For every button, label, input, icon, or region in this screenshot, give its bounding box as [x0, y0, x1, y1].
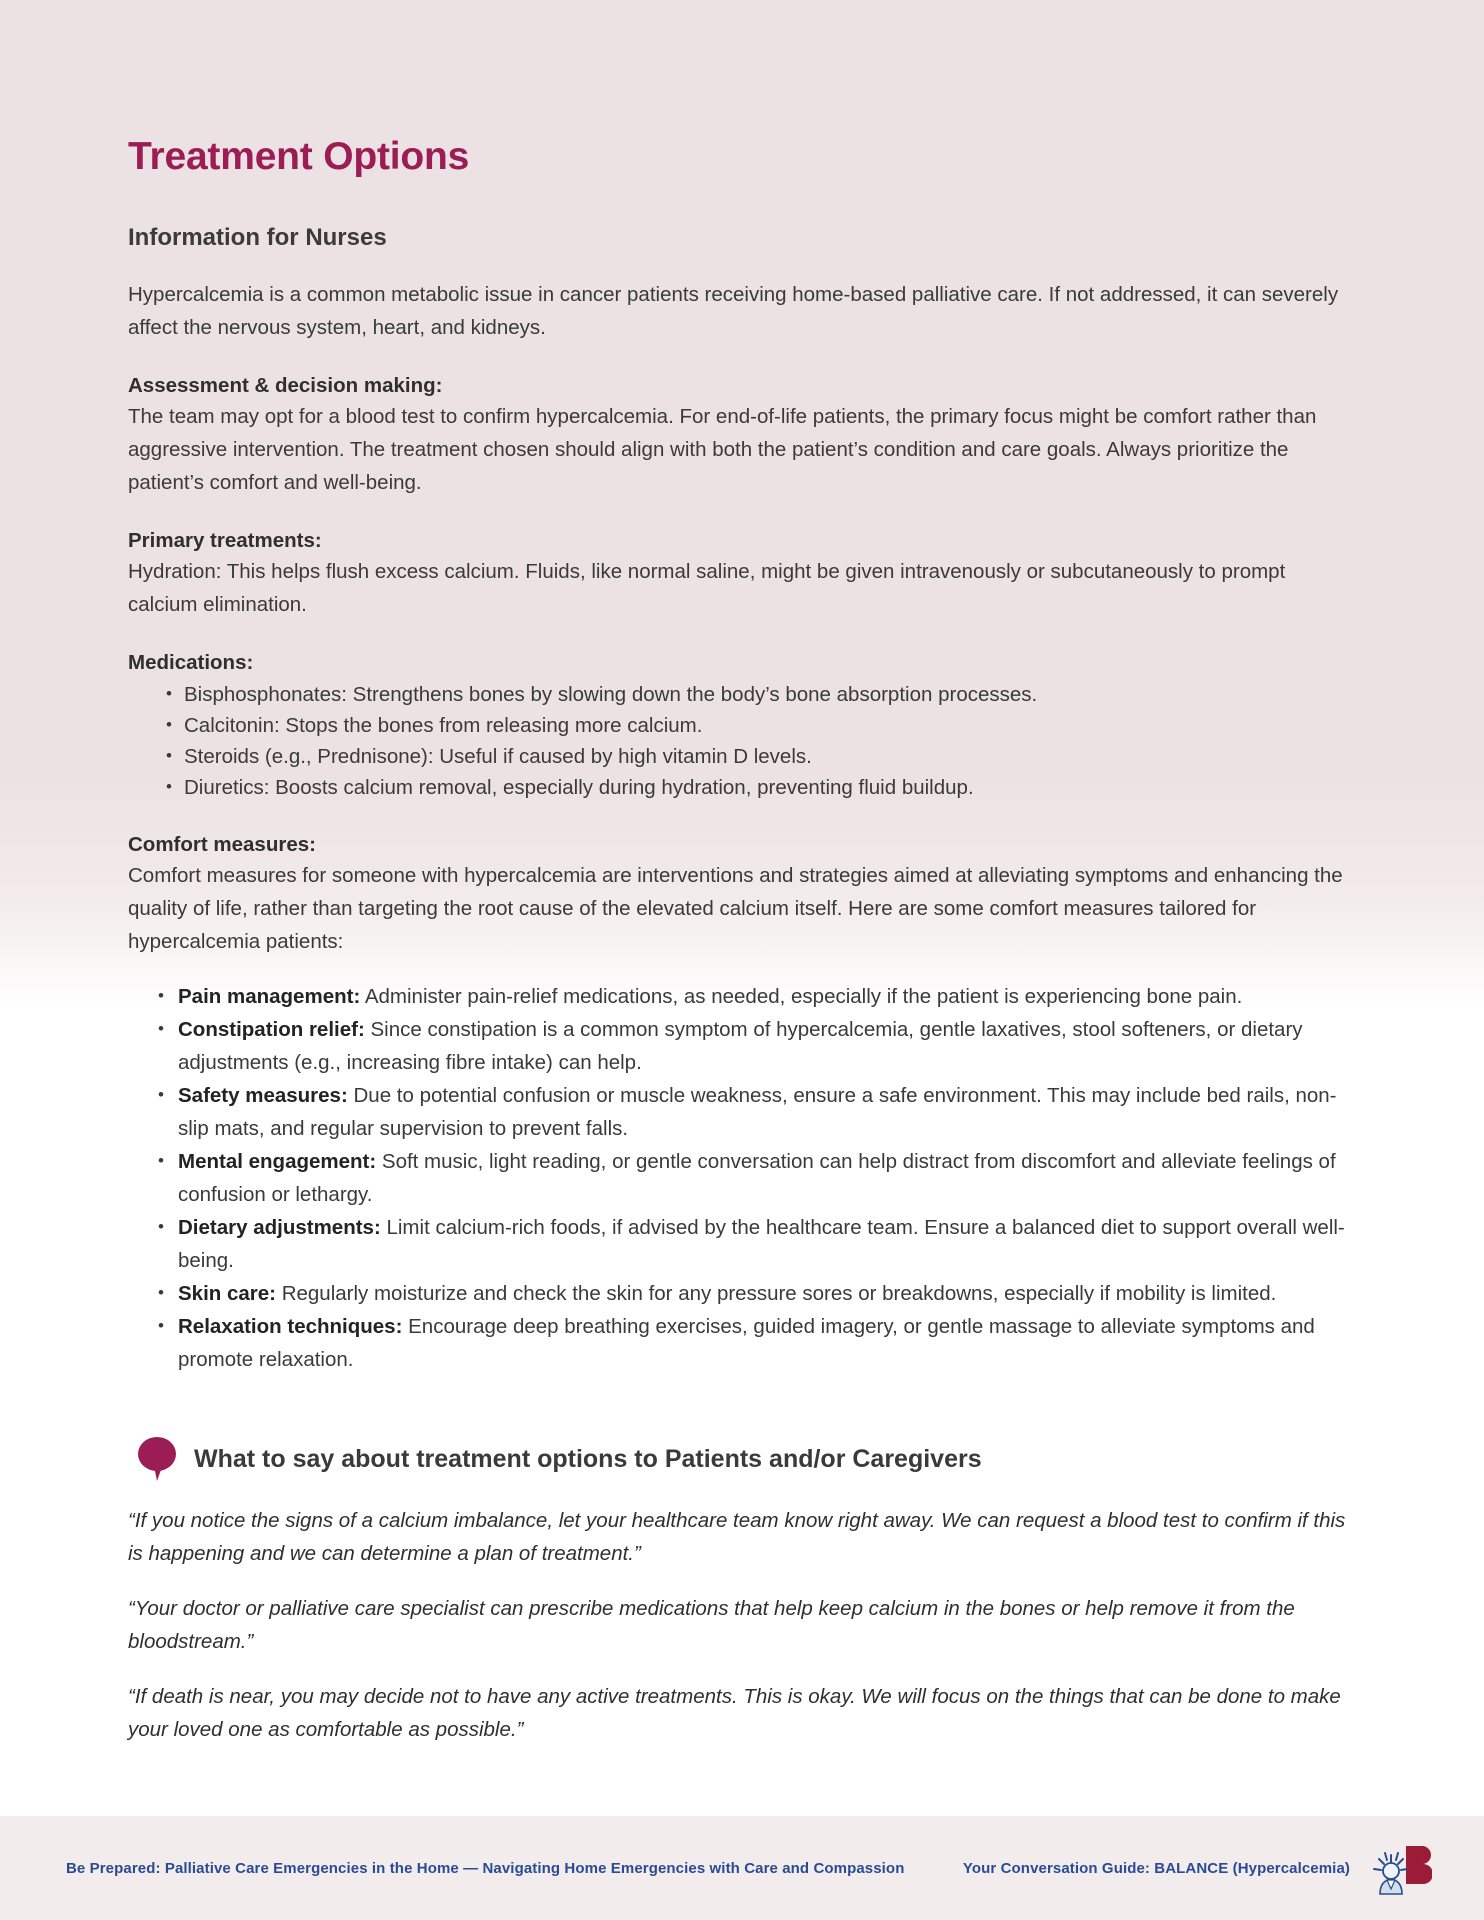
list-item — [158, 1277, 1353, 1310]
comfort-measures-body: Comfort measures for someone with hypercalcemia are interventions and strategies aimed at alleviating symptoms and enhancing the quality of life, rather than targeting the root cause of the elevated calcium itself. Here are some comfort measures tailored for hypercalcemia patients: — [128, 864, 1343, 953]
assessment-heading: Assessment & decision making: — [128, 374, 443, 397]
medications-list — [128, 679, 1353, 803]
assessment-body: The team may opt for a blood test to confirm hypercalcemia. For end-of-life patients, the primary focus might be comfort rather than aggressive intervention. The treatment chosen should align with both the patient’s condition and care goals. Always prioritize the patient’s comfort and well-being. — [128, 405, 1317, 494]
list-item — [158, 980, 1353, 1013]
quote-3: “If death is near, you may decide not to have any active treatments. This is okay. We will focus on the things that can be done to make your loved one as comfortable as possible.” — [128, 1685, 1341, 1741]
list-item — [158, 1145, 1353, 1211]
list-item: • Calcitonin: Stops the bones from releasing more calcium. — [166, 710, 1353, 741]
footer-left-text: Be Prepared: Palliative Care Emergencies in the Home — Navigating Home Emergencies with Care and Compassion — [66, 1859, 905, 1877]
primary-treatments-body: Hydration: This helps flush excess calcium. Fluids, like normal saline, might be given intravenously or subcutaneously to prompt calcium elimination. — [128, 560, 1286, 616]
what-to-say-heading: What to say about treatment options to Patients and/or Caregivers — [194, 1444, 982, 1473]
primary-treatments-heading: Primary treatments: — [128, 529, 322, 552]
intro-paragraph: Hypercalcemia is a common metabolic issue in cancer patients receiving home-based palliative care. If not addressed, it can severely affect the nervous system, heart, and kidneys. — [128, 283, 1339, 339]
list-item-text: Due to potential confusion or muscle weakness, ensure a safe environment. This may include bed rails, non-slip mats, and regular supervision to prevent falls. — [178, 1084, 1337, 1140]
list-item-lead: Dietary adjustments: — [178, 1216, 381, 1239]
list-item-text: Encourage deep breathing exercises, guided imagery, or gentle massage to alleviate symptoms and promote relaxation. — [178, 1315, 1315, 1371]
list-item-lead: Relaxation techniques: — [178, 1315, 403, 1338]
list-item: • Steroids (e.g., Prednisone): Useful if caused by high vitamin D levels. — [166, 741, 1353, 772]
list-item-text: Soft music, light reading, or gentle conversation can help distract from discomfort and alleviate feelings of confusion or lethargy. — [178, 1150, 1336, 1206]
what-to-say-header — [128, 1436, 1353, 1482]
page-footer — [0, 1816, 1484, 1920]
quote-2: “Your doctor or palliative care specialist can prescribe medications that help keep calcium in the bones or help remove it from the bloodstream.” — [128, 1597, 1295, 1653]
list-item — [158, 1079, 1353, 1145]
quote-1: “If you notice the signs of a calcium imbalance, let your healthcare team know right away. We can request a blood test to confirm if this is happening and we can determine a plan of treatment.” — [128, 1509, 1346, 1565]
speech-bubble-icon — [136, 1436, 180, 1482]
document-content — [128, 0, 1353, 1746]
list-item-text: Limit calcium-rich foods, if advised by the healthcare team. Ensure a balanced diet to support overall well-being. — [178, 1216, 1345, 1272]
list-item — [158, 1310, 1353, 1376]
footer-right-group — [963, 1840, 1432, 1896]
list-item — [158, 1013, 1353, 1079]
comfort-measures-heading: Comfort measures: — [128, 833, 316, 856]
list-item: • Bisphosphonates: Strengthens bones by slowing down the body’s bone absorption processes. — [166, 679, 1353, 710]
list-item-lead: Skin care: — [178, 1282, 276, 1305]
page-title: Treatment Options — [128, 135, 470, 178]
list-item — [158, 1211, 1353, 1277]
list-item-lead: Pain management: — [178, 985, 361, 1008]
balance-b-logo — [1370, 1840, 1432, 1896]
list-item-text: Since constipation is a common symptom of hypercalcemia, gentle laxatives, stool softeners, or dietary adjustments (e.g., increasing fibre intake) can help. — [178, 1018, 1303, 1074]
medications-heading: Medications: — [128, 651, 254, 674]
list-item-text: Administer pain-relief medications, as needed, especially if the patient is experiencing bone pain. — [360, 985, 1243, 1008]
list-item-lead: Mental engagement: — [178, 1150, 377, 1173]
list-item-text: Regularly moisturize and check the skin for any pressure sores or breakdowns, especially if mobility is limited. — [276, 1282, 1277, 1305]
footer-right-text: Your Conversation Guide: BALANCE (Hypercalcemia) — [962, 1859, 1350, 1877]
list-item-lead: Constipation relief: — [178, 1018, 365, 1041]
list-item: • Diuretics: Boosts calcium removal, especially during hydration, preventing fluid buildup. — [166, 772, 1353, 803]
what-to-say-section — [128, 1436, 1353, 1746]
list-item-lead: Safety measures: — [178, 1084, 348, 1107]
section-subtitle: Information for Nurses — [128, 224, 387, 251]
comfort-measures-list — [128, 980, 1353, 1376]
